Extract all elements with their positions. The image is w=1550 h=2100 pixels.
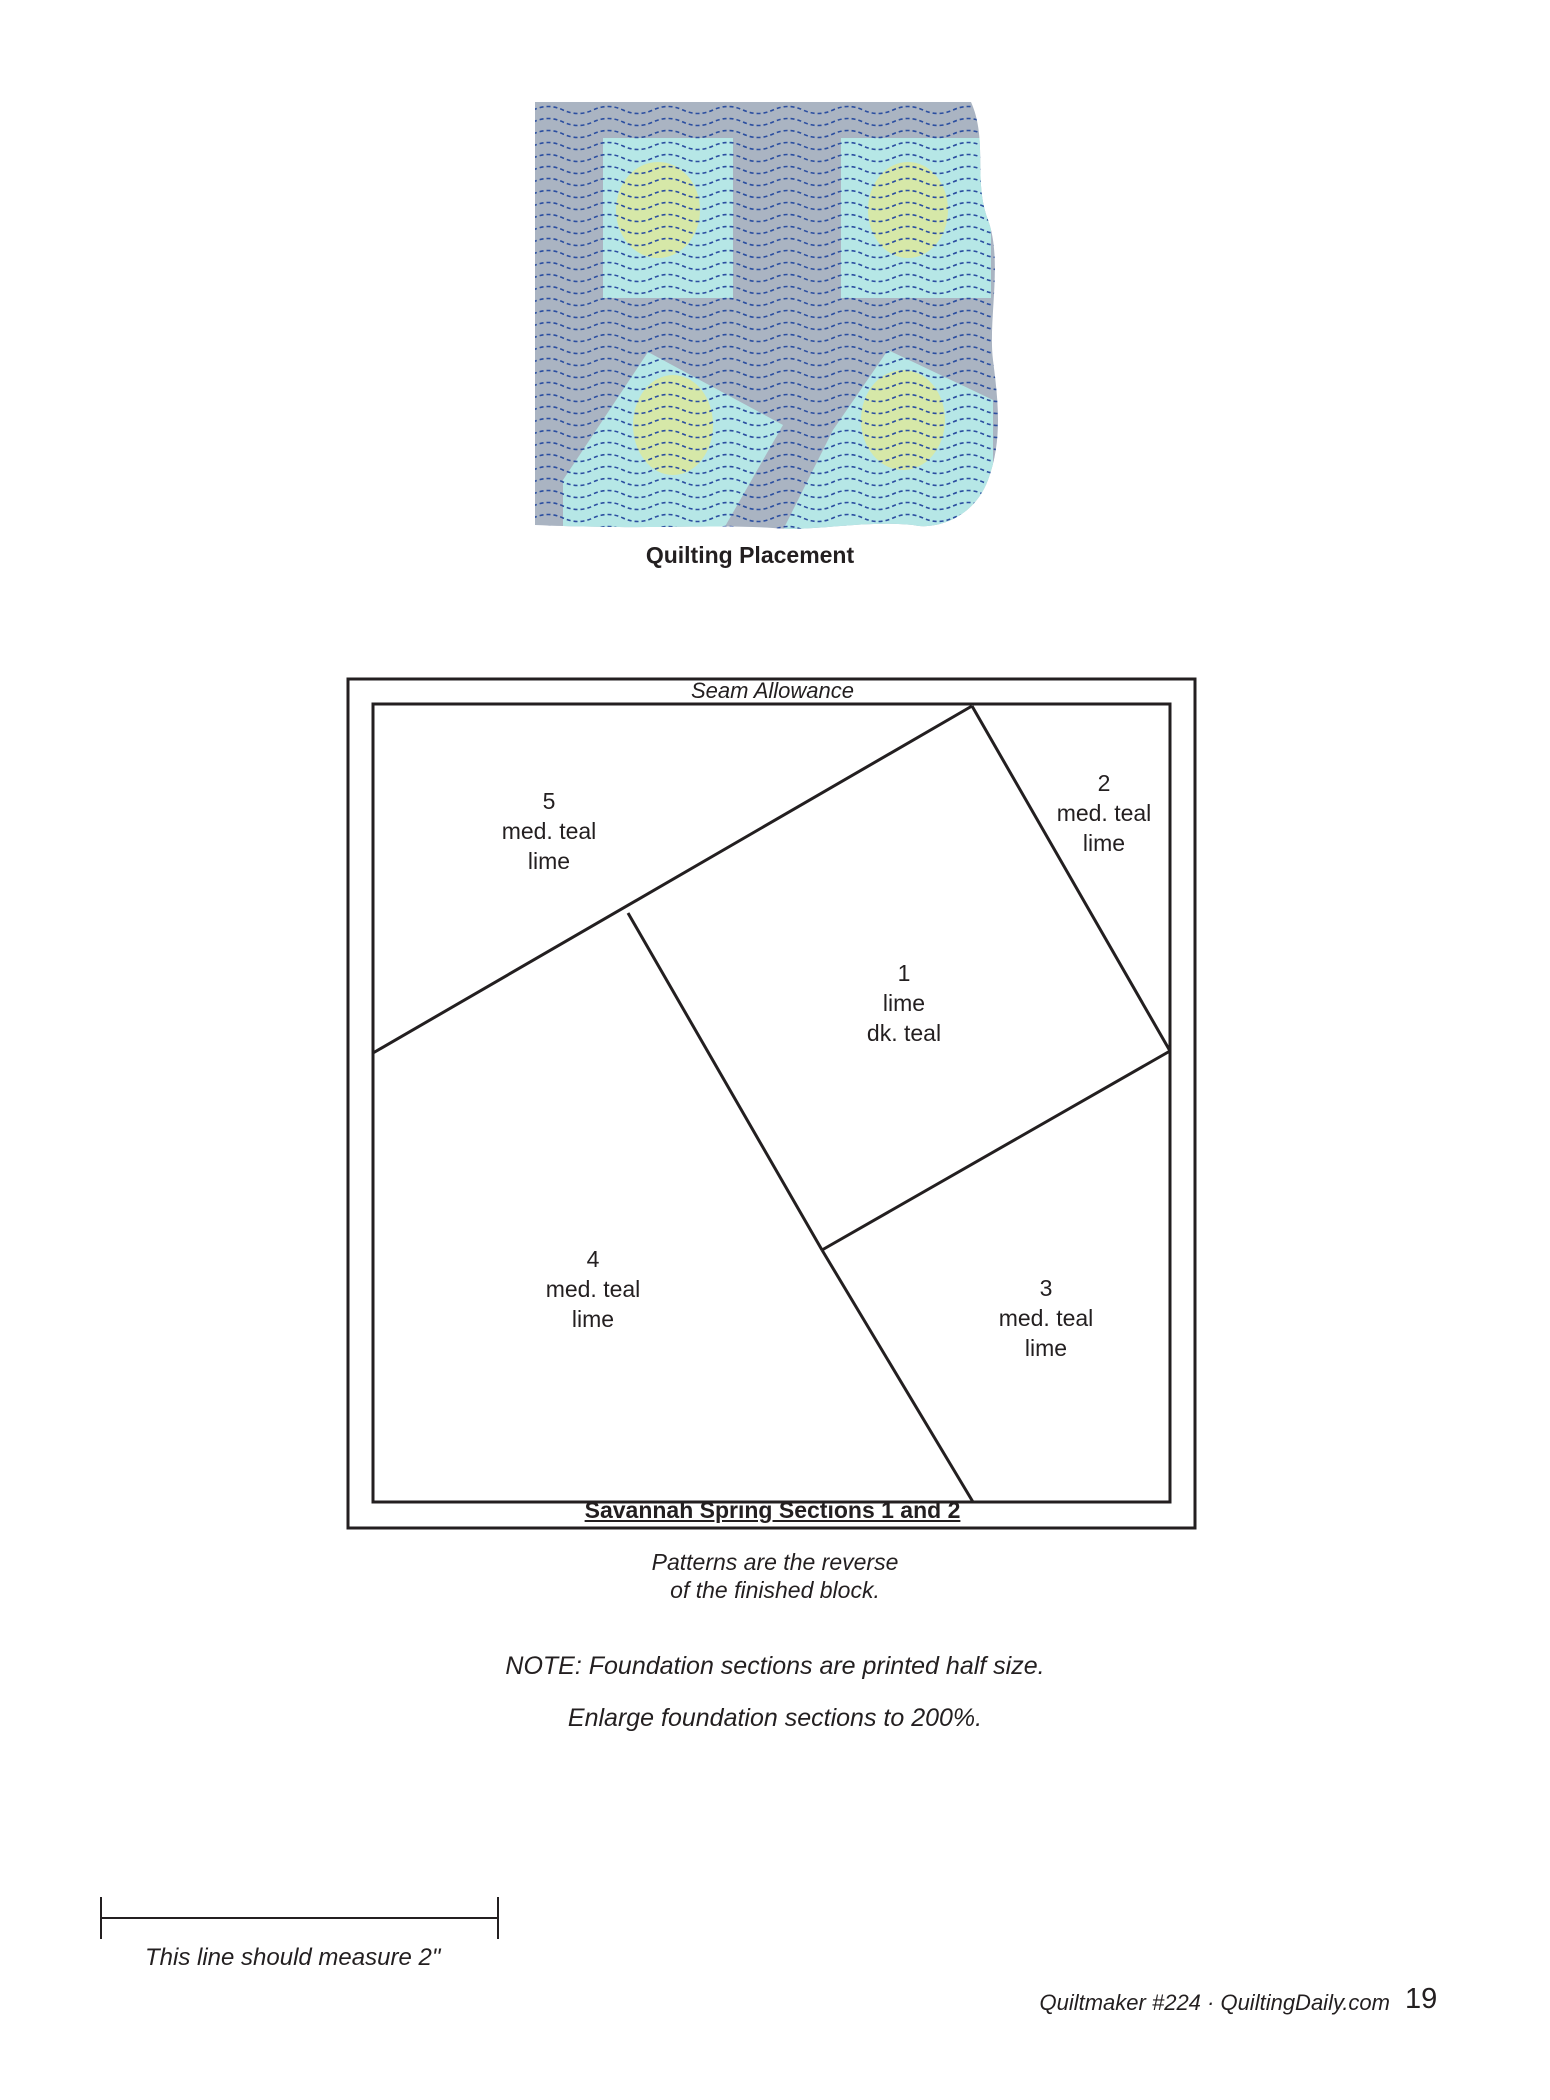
seam-line-1 [628, 913, 822, 1250]
section-fabric: lime [1082, 830, 1126, 856]
enlarge-note: Enlarge foundation sections to 200%. [567, 1704, 983, 1732]
quilting-placement-illustration [533, 100, 1003, 560]
section-number: 1 [897, 960, 911, 986]
seam-line-4 [822, 1250, 973, 1502]
section-2-label [1024, 768, 1184, 858]
section-fabric: lime [1024, 1335, 1068, 1361]
reverse-note-line-1: Patterns are the reverse [651, 1549, 899, 1575]
section-number: 3 [1039, 1275, 1053, 1301]
section-fabric: med. teal [998, 1305, 1094, 1331]
quilting-placement-svg [533, 100, 1003, 560]
reverse-note [575, 1548, 975, 1604]
measurement-ruler [95, 1893, 505, 1943]
seam-allowance-label: Seam Allowance [690, 678, 855, 703]
section-fabric: lime [882, 990, 926, 1016]
section-fabric: lime [571, 1306, 615, 1332]
ruler-label: This line should measure 2" [145, 1944, 441, 1971]
seam-line-3 [822, 1051, 1170, 1250]
placement-caption: Quilting Placement [645, 542, 855, 568]
footer-credit: Quiltmaker #224 · QuiltingDaily.com [1039, 1990, 1390, 2015]
lime-circle-4 [861, 370, 945, 470]
section-fabric: lime [527, 848, 571, 874]
quilt-block [533, 100, 1003, 560]
section-1-label [824, 958, 984, 1048]
pattern-title: Savannah Spring Sections 1 and 2 [584, 1497, 961, 1523]
reverse-note-line-2: of the finished block. [670, 1577, 880, 1603]
section-5-label [469, 786, 629, 876]
page-number: 19 [1405, 1983, 1438, 2015]
section-fabric: med. teal [501, 818, 597, 844]
section-4-label [513, 1244, 673, 1334]
section-number: 4 [586, 1246, 600, 1272]
seam-line-2 [972, 706, 1170, 1051]
section-fabric: dk. teal [866, 1020, 942, 1046]
half-size-note: NOTE: Foundation sections are printed half size. [505, 1652, 1045, 1680]
section-number: 5 [542, 788, 556, 814]
section-3-label [966, 1273, 1126, 1363]
section-fabric: med. teal [1056, 800, 1152, 826]
section-fabric: med. teal [545, 1276, 641, 1302]
section-number: 2 [1097, 770, 1111, 796]
